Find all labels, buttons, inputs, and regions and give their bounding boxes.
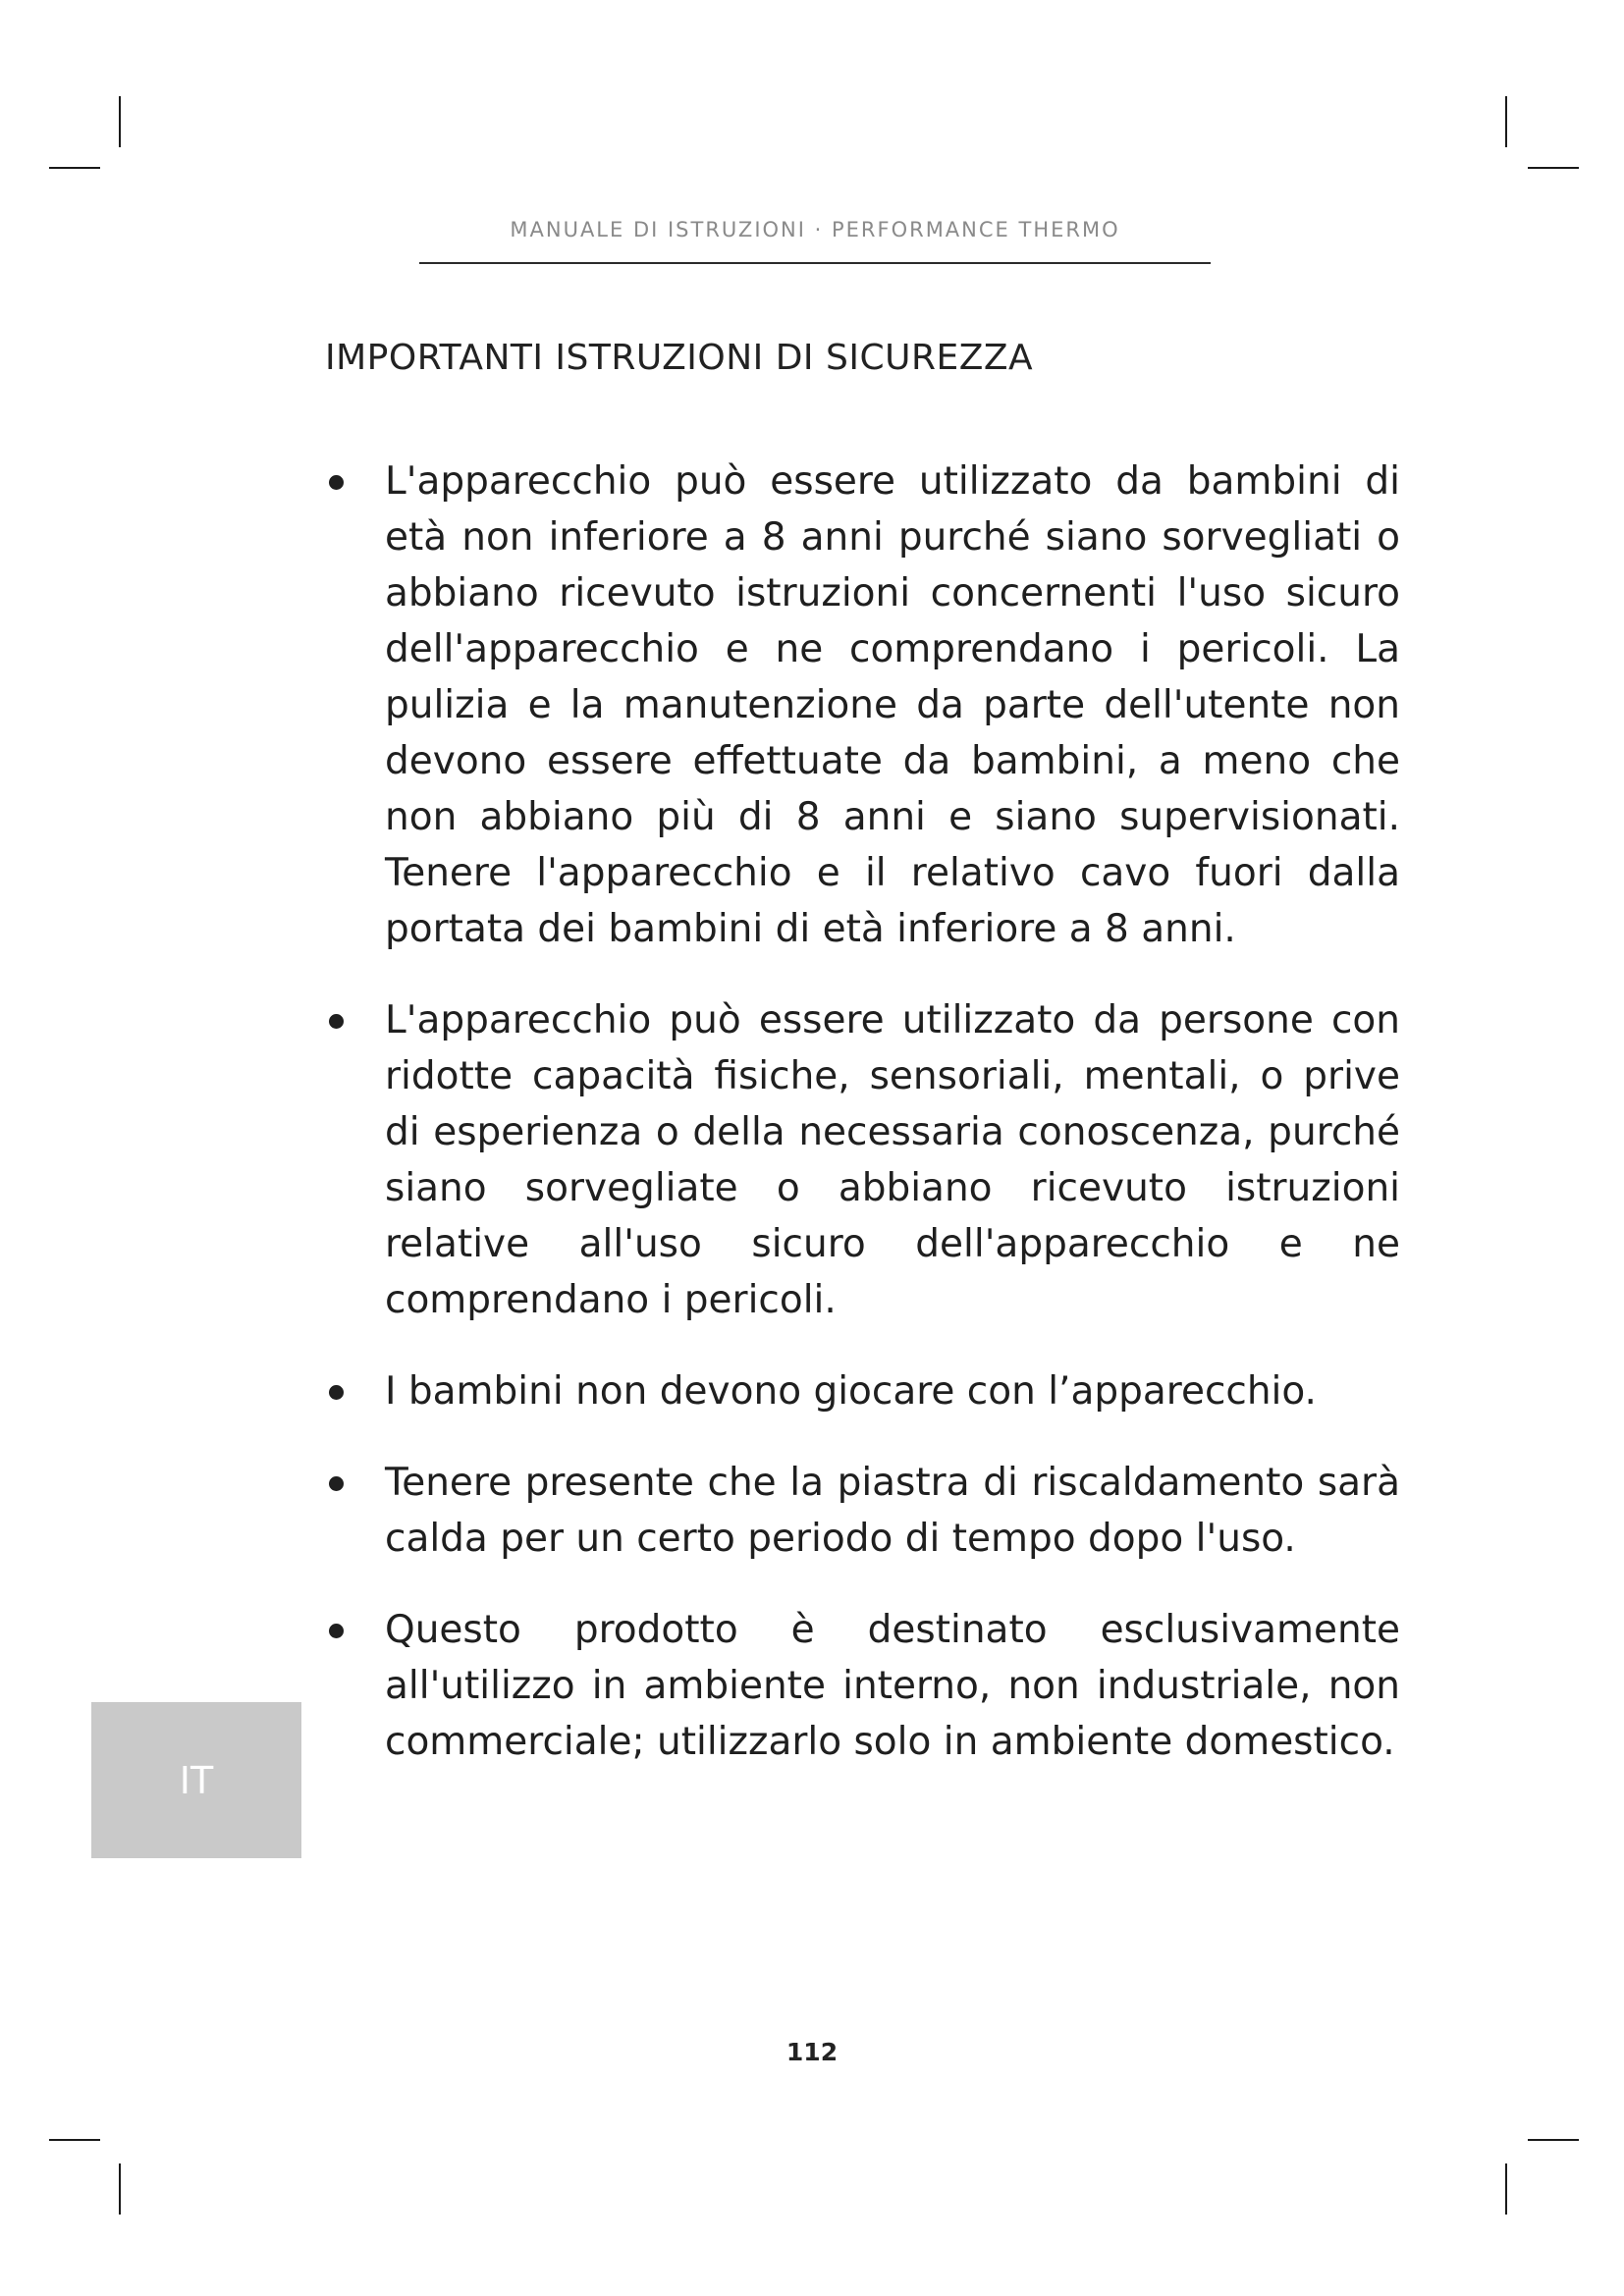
list-item xyxy=(325,1455,1400,1567)
page-number: 112 xyxy=(785,2038,839,2066)
bullet-icon xyxy=(329,1476,344,1491)
language-tab-label: IT xyxy=(179,1758,214,1802)
bullet-icon xyxy=(329,1624,344,1638)
crop-mark-top-right-horizontal xyxy=(1528,167,1579,169)
list-item xyxy=(325,1363,1400,1419)
list-item-text: I bambini non devono giocare con l’apparecchio. xyxy=(385,1369,1317,1414)
list-item-text: Tenere presente che la piastra di riscaldamento sarà calda per un certo periodo di tempo dopo l'uso. xyxy=(385,1461,1400,1561)
section-title: IMPORTANTI ISTRUZIONI DI SICUREZZA xyxy=(325,338,1034,378)
bullet-icon xyxy=(329,475,344,490)
list-item xyxy=(325,1602,1400,1770)
crop-mark-top-right-vertical xyxy=(1505,96,1507,147)
header-divider xyxy=(419,262,1211,264)
bullet-icon xyxy=(329,1014,344,1029)
crop-mark-bottom-right-horizontal xyxy=(1528,2139,1579,2141)
list-item-text: Questo prodotto è destinato esclusivamente all'utilizzo in ambiente interno, non industriale, non commerciale; utilizzarlo solo in ambiente domestico. xyxy=(385,1608,1400,1764)
crop-mark-top-left-horizontal xyxy=(49,167,100,169)
list-item-text: L'apparecchio può essere utilizzato da bambini di età non inferiore a 8 anni purché siano sorvegliati o abbiano ricevuto istruzioni concernenti l'uso sicuro dell'apparecchio e ne comprendano i pericoli. La pulizia e la manutenzione da parte dell'utente non devono essere effettuate da bambini, a meno che non abbiano più di 8 anni e siano supervisionati. Tenere l'apparecchio e il relativo cavo fuori dalla portata dei bambini di età inferiore a 8 anni. xyxy=(385,459,1400,951)
crop-mark-top-left-vertical xyxy=(119,96,121,147)
crop-mark-bottom-left-vertical xyxy=(119,2163,121,2215)
list-item xyxy=(325,992,1400,1328)
list-item-text: L'apparecchio può essere utilizzato da persone con ridotte capacità fisiche, sensoriali, mentali, o prive di esperienza o della necessaria conoscenza, purché siano sorvegliate o abbiano ricevuto istruzioni relative all'uso sicuro dell'apparecchio e ne comprendano i pericoli. xyxy=(385,998,1400,1322)
safety-instructions-list xyxy=(325,454,1400,1805)
running-header: MANUALE DI ISTRUZIONI · PERFORMANCE THERMO xyxy=(510,218,1120,241)
crop-mark-bottom-right-vertical xyxy=(1505,2163,1507,2215)
bullet-icon xyxy=(329,1385,344,1400)
list-item xyxy=(325,454,1400,957)
crop-mark-bottom-left-horizontal xyxy=(49,2139,100,2141)
language-tab xyxy=(91,1702,301,1858)
